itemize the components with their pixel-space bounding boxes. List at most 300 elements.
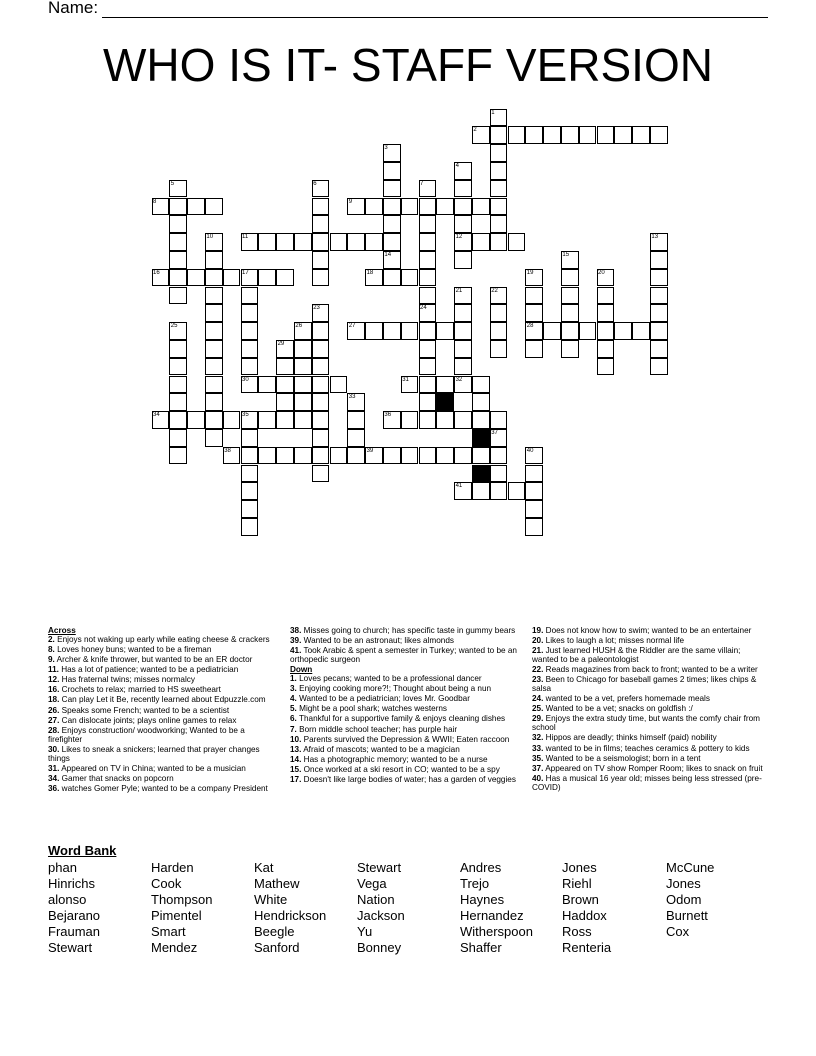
grid-cell[interactable]: [169, 269, 187, 287]
clue-text: Appeared on TV show Romper Room; likes to snack on fruit: [543, 763, 763, 773]
grid-cell[interactable]: [419, 393, 437, 411]
grid-cell[interactable]: [258, 376, 276, 394]
grid-cell[interactable]: [454, 198, 472, 216]
grid-cell[interactable]: [169, 215, 187, 233]
clue-item: [290, 756, 522, 765]
grid-cell[interactable]: [169, 376, 187, 394]
clue-number-label: 29.: [532, 714, 544, 724]
grid-cell[interactable]: [241, 482, 259, 500]
grid-cell[interactable]: [347, 411, 365, 429]
grid-cell[interactable]: [419, 215, 437, 233]
grid-cell[interactable]: [454, 447, 472, 465]
grid-cell[interactable]: [419, 251, 437, 269]
grid-cell[interactable]: [401, 322, 419, 340]
clue-text: Wanted to be a vet; snacks on goldfish :/: [543, 704, 693, 714]
clue-number: 4: [455, 162, 459, 169]
clue-number: 13: [651, 234, 659, 241]
grid-cell[interactable]: [454, 304, 472, 322]
grid-cell[interactable]: [365, 198, 383, 216]
grid-cell[interactable]: [561, 340, 579, 358]
grid-cell[interactable]: [472, 198, 490, 216]
clue-text: Has a musical 16 year old; misses being less stressed (pre-COVID): [532, 773, 762, 792]
grid-cell[interactable]: [241, 429, 259, 447]
clue-number-label: 37.: [532, 763, 544, 773]
clue-number-label: 14.: [290, 754, 302, 764]
grid-cell[interactable]: [312, 322, 330, 340]
word-bank-word: Riehl: [562, 876, 592, 891]
word-bank-word: Hendrickson: [254, 908, 327, 923]
grid-cell[interactable]: [241, 340, 259, 358]
word-bank-word: Jones: [562, 860, 597, 875]
word-bank-word: Witherspoon: [460, 924, 533, 939]
grid-cell[interactable]: [187, 411, 205, 429]
grid-cell[interactable]: [436, 322, 454, 340]
clue-number: 3: [384, 145, 388, 152]
grid-cell[interactable]: [525, 126, 543, 144]
clue-text: Speaks some French; wanted to be a scientist: [59, 705, 230, 715]
grid-cell[interactable]: [347, 447, 365, 465]
grid-cell[interactable]: [490, 304, 508, 322]
grid-cell[interactable]: [258, 269, 276, 287]
grid-cell[interactable]: [419, 411, 437, 429]
grid-cell[interactable]: [258, 411, 276, 429]
grid-cell[interactable]: [597, 340, 615, 358]
grid-cell[interactable]: [419, 269, 437, 287]
grid-cell[interactable]: [187, 198, 205, 216]
word-bank-word: Cook: [151, 876, 182, 891]
grid-cell[interactable]: [169, 429, 187, 447]
clue-number: 10: [206, 234, 214, 241]
clue-number-label: 31.: [48, 763, 60, 773]
grid-cell[interactable]: [561, 304, 579, 322]
grid-cell[interactable]: [419, 340, 437, 358]
clue-number: 24: [420, 305, 427, 312]
word-bank-word: Mendez: [151, 940, 198, 955]
grid-cell[interactable]: [276, 269, 294, 287]
grid-cell[interactable]: [312, 411, 330, 429]
clue-text: Wanted to be an astronaut; likes almonds: [301, 636, 455, 646]
grid-cell[interactable]: [650, 126, 668, 144]
word-bank-column: [151, 860, 212, 956]
clue-number: 2: [473, 127, 477, 134]
grid-cell[interactable]: [454, 411, 472, 429]
grid-cell[interactable]: [205, 393, 223, 411]
grid-cell[interactable]: [419, 233, 437, 251]
grid-cell[interactable]: [312, 215, 330, 233]
grid-cell[interactable]: [650, 251, 668, 269]
clue-number: 15: [562, 251, 570, 258]
grid-cell[interactable]: [579, 322, 597, 340]
grid-cell[interactable]: [597, 287, 615, 305]
clue-item: [290, 685, 522, 694]
grid-cell[interactable]: [223, 411, 241, 429]
grid-cell[interactable]: [383, 215, 401, 233]
clue-item: [532, 627, 764, 636]
clue-number-label: 21.: [532, 646, 544, 656]
clue-number-label: 12.: [48, 675, 60, 685]
grid-cell[interactable]: [294, 411, 312, 429]
clue-text: Has a photographic memory; wanted to be a nurse: [301, 754, 488, 764]
grid-cell[interactable]: [276, 358, 294, 376]
clue-text: Can play Let it Be, recently learned about Edpuzzle.com: [59, 695, 266, 705]
grid-cell[interactable]: [472, 447, 490, 465]
grid-cell[interactable]: [365, 233, 383, 251]
across-clue-list-continued: [290, 627, 522, 665]
grid-cell[interactable]: [472, 429, 490, 447]
grid-cell[interactable]: [241, 447, 259, 465]
clue-text: Has fraternal twins; misses normalcy: [59, 675, 195, 685]
grid-cell[interactable]: [169, 251, 187, 269]
grid-cell[interactable]: [454, 358, 472, 376]
down-clue-list: [290, 675, 522, 785]
grid-cell[interactable]: [169, 358, 187, 376]
grid-cell[interactable]: [490, 411, 508, 429]
clue-item: [48, 696, 280, 705]
grid-cell[interactable]: [419, 376, 437, 394]
grid-cell[interactable]: [490, 144, 508, 162]
grid-cell[interactable]: [205, 340, 223, 358]
grid-cell[interactable]: [490, 215, 508, 233]
grid-cell[interactable]: [419, 287, 437, 305]
grid-cell[interactable]: [169, 447, 187, 465]
grid-cell[interactable]: [294, 358, 312, 376]
grid-cell[interactable]: [169, 411, 187, 429]
grid-block: [436, 393, 454, 411]
clue-item: [48, 646, 280, 655]
word-bank-word: Yu: [357, 924, 373, 939]
grid-cell[interactable]: [205, 322, 223, 340]
clue-item: [290, 776, 522, 785]
grid-cell[interactable]: [490, 233, 508, 251]
grid-cell[interactable]: [490, 465, 508, 483]
clue-item: [48, 785, 280, 794]
grid-cell[interactable]: [472, 411, 490, 429]
clue-number-label: 7.: [290, 724, 297, 734]
grid-cell[interactable]: [454, 340, 472, 358]
clue-number-label: 15.: [290, 764, 302, 774]
grid-cell[interactable]: [561, 269, 579, 287]
clue-number-label: 10.: [290, 734, 302, 744]
grid-cell[interactable]: [276, 233, 294, 251]
clue-text: watches Gomer Pyle; wanted to be a company President: [59, 783, 268, 793]
grid-cell[interactable]: [632, 126, 650, 144]
grid-cell[interactable]: [312, 376, 330, 394]
clue-item: [290, 766, 522, 775]
grid-cell[interactable]: [525, 500, 543, 518]
clue-number: 27: [348, 323, 356, 330]
grid-cell[interactable]: [205, 411, 223, 429]
grid-cell[interactable]: [383, 162, 401, 180]
grid-cell[interactable]: [401, 411, 419, 429]
grid-cell[interactable]: [454, 215, 472, 233]
grid-cell[interactable]: [312, 198, 330, 216]
word-bank-column: [254, 860, 326, 956]
grid-cell[interactable]: [169, 287, 187, 305]
grid-cell[interactable]: [312, 269, 330, 287]
grid-cell[interactable]: [187, 269, 205, 287]
clue-number-label: 8.: [48, 645, 55, 654]
grid-cell[interactable]: [169, 198, 187, 216]
grid-cell[interactable]: [241, 465, 259, 483]
name-label: Name:: [48, 0, 99, 17]
clue-number-label: 26.: [48, 705, 60, 715]
word-bank: [48, 843, 768, 955]
grid-cell[interactable]: [241, 500, 259, 518]
grid-cell[interactable]: [454, 180, 472, 198]
grid-cell[interactable]: [312, 251, 330, 269]
clue-number-label: 33.: [532, 743, 544, 753]
grid-cell[interactable]: [419, 358, 437, 376]
grid-cell[interactable]: [436, 447, 454, 465]
grid-cell[interactable]: [294, 340, 312, 358]
clue-number: 23: [313, 305, 320, 312]
grid-cell[interactable]: [330, 233, 348, 251]
grid-cell[interactable]: [294, 447, 312, 465]
grid-cell[interactable]: [436, 411, 454, 429]
grid-cell[interactable]: [312, 465, 330, 483]
clue-text: Enjoying cooking more?!; Thought about being a nun: [296, 684, 492, 694]
grid-cell[interactable]: [294, 393, 312, 411]
clue-item: [48, 717, 280, 726]
grid-cell[interactable]: [650, 269, 668, 287]
word-bank-word: Burnett: [666, 908, 708, 923]
clue-text: wanted to be a vet, prefers homemade meals: [543, 694, 710, 704]
clue-number: 34: [153, 412, 160, 419]
clue-item: [532, 734, 764, 743]
grid-cell[interactable]: [205, 429, 223, 447]
grid-cell[interactable]: [383, 198, 401, 216]
clue-text: Once worked at a ski resort in CO; wanted to be a spy: [301, 764, 500, 774]
clue-text: wanted to be in films; teaches ceramics & pottery to kids: [543, 743, 750, 753]
clue-text: Likes to sneak a snickers; learned that prayer changes things: [48, 744, 260, 763]
grid-cell[interactable]: [650, 304, 668, 322]
grid-cell[interactable]: [365, 322, 383, 340]
clue-number: 35: [242, 412, 249, 419]
grid-cell[interactable]: [312, 429, 330, 447]
grid-cell[interactable]: [312, 340, 330, 358]
grid-cell[interactable]: [490, 340, 508, 358]
grid-cell[interactable]: [169, 233, 187, 251]
grid-cell[interactable]: [205, 358, 223, 376]
across-heading: Across: [48, 626, 76, 635]
grid-cell[interactable]: [650, 322, 668, 340]
grid-cell[interactable]: [312, 393, 330, 411]
grid-cell[interactable]: [312, 447, 330, 465]
clue-number: 7: [420, 180, 424, 187]
grid-cell[interactable]: [294, 376, 312, 394]
grid-cell[interactable]: [597, 304, 615, 322]
grid-cell[interactable]: [205, 198, 223, 216]
grid-cell[interactable]: [650, 287, 668, 305]
grid-cell[interactable]: [205, 287, 223, 305]
grid-cell[interactable]: [436, 376, 454, 394]
grid-cell[interactable]: [205, 251, 223, 269]
grid-cell[interactable]: [525, 287, 543, 305]
clue-text: Been to Chicago for baseball games 2 times; likes chips & salsa: [532, 675, 757, 694]
grid-cell[interactable]: [347, 233, 365, 251]
grid-cell[interactable]: [490, 180, 508, 198]
word-bank-word: Sanford: [254, 940, 300, 955]
grid-cell[interactable]: [650, 358, 668, 376]
clue-number: 41: [455, 483, 463, 490]
clue-number-label: 13.: [290, 744, 302, 754]
grid-cell[interactable]: [508, 126, 526, 144]
clue-item: [290, 675, 522, 684]
clue-item: [48, 666, 280, 675]
grid-cell[interactable]: [276, 411, 294, 429]
clue-text: Took Arabic & spent a semester in Turkey; wanted to be an orthopedic surgeon: [290, 646, 517, 665]
grid-cell[interactable]: [525, 518, 543, 536]
grid-cell[interactable]: [525, 340, 543, 358]
clue-text: Parents survived the Depression & WWII; Eaten raccoon: [301, 734, 510, 744]
grid-cell[interactable]: [561, 287, 579, 305]
clue-number-label: 18.: [48, 695, 60, 705]
grid-cell[interactable]: [597, 322, 615, 340]
grid-cell[interactable]: [347, 429, 365, 447]
clue-text: Wanted to be a seismologist; born in a tent: [543, 753, 701, 763]
clue-text: Doesn't like large bodies of water; has a garden of veggies: [301, 775, 516, 785]
clue-text: Can dislocate joints; plays online games to relax: [59, 715, 237, 725]
grid-cell[interactable]: [490, 126, 508, 144]
grid-cell[interactable]: [241, 287, 259, 305]
word-bank-word: Ross: [562, 924, 592, 939]
word-bank-word: Thompson: [151, 892, 213, 907]
clue-item: [532, 765, 764, 774]
clue-item: [532, 637, 764, 646]
clue-number: 11: [242, 234, 249, 241]
grid-cell[interactable]: [561, 126, 579, 144]
grid-cell[interactable]: [419, 198, 437, 216]
clue-number-label: 16.: [48, 685, 60, 695]
grid-cell[interactable]: [472, 376, 490, 394]
word-bank-word: Shaffer: [460, 940, 502, 955]
grid-cell[interactable]: [614, 322, 632, 340]
grid-cell[interactable]: [276, 447, 294, 465]
word-bank-column: [460, 860, 533, 956]
grid-cell[interactable]: [490, 322, 508, 340]
clue-number: 36: [384, 412, 392, 419]
grid-cell[interactable]: [383, 233, 401, 251]
grid-cell[interactable]: [241, 322, 259, 340]
down-clue-list-continued: [532, 627, 764, 793]
clue-item: [48, 775, 280, 784]
clue-number-label: 24.: [532, 694, 544, 704]
word-bank-word: Andres: [460, 860, 502, 875]
grid-cell[interactable]: [383, 180, 401, 198]
grid-cell[interactable]: [205, 269, 223, 287]
grid-cell[interactable]: [436, 198, 454, 216]
grid-cell[interactable]: [258, 447, 276, 465]
grid-cell[interactable]: [276, 393, 294, 411]
clue-item: [48, 656, 280, 665]
grid-cell[interactable]: [294, 233, 312, 251]
clue-text: Crochets to relax; married to HS sweetheart: [59, 685, 221, 695]
clue-number: 9: [348, 198, 353, 205]
word-bank-word: Stewart: [357, 860, 402, 875]
word-bank-word: Jackson: [357, 908, 405, 923]
grid-cell[interactable]: [597, 126, 615, 144]
word-bank-word: Jones: [666, 876, 701, 891]
clue-number-label: 27.: [48, 715, 60, 725]
grid-cell[interactable]: [543, 322, 561, 340]
grid-cell[interactable]: [401, 269, 419, 287]
clue-item: [48, 746, 280, 764]
clue-item: [532, 647, 764, 665]
word-bank-word: Stewart: [48, 940, 93, 955]
grid-cell[interactable]: [223, 269, 241, 287]
grid-cell[interactable]: [258, 233, 276, 251]
grid-cell[interactable]: [525, 304, 543, 322]
grid-cell[interactable]: [454, 322, 472, 340]
clue-item: [48, 707, 280, 716]
grid-cell[interactable]: [383, 322, 401, 340]
clue-text: Archer & knife thrower, but wanted to be an ER doctor: [54, 655, 253, 665]
grid-cell[interactable]: [330, 447, 348, 465]
clue-number-label: 34.: [48, 773, 60, 783]
grid-cell[interactable]: [205, 376, 223, 394]
grid-cell[interactable]: [205, 304, 223, 322]
grid-cell[interactable]: [330, 376, 348, 394]
grid-cell[interactable]: [490, 482, 508, 500]
grid-cell[interactable]: [312, 358, 330, 376]
clue-text: Thankful for a supportive family & enjoys cleaning dishes: [296, 714, 506, 724]
grid-cell[interactable]: [525, 465, 543, 483]
grid-cell[interactable]: [169, 340, 187, 358]
word-bank-word: Renteria: [562, 940, 612, 955]
grid-cell[interactable]: [579, 126, 597, 144]
clue-number: 12: [455, 234, 463, 241]
grid-cell[interactable]: [169, 393, 187, 411]
grid-cell[interactable]: [525, 482, 543, 500]
grid-cell[interactable]: [650, 340, 668, 358]
grid-cell[interactable]: [241, 304, 259, 322]
grid-cell[interactable]: [454, 251, 472, 269]
grid-cell[interactable]: [401, 198, 419, 216]
grid-cell[interactable]: [401, 447, 419, 465]
grid-cell[interactable]: [632, 322, 650, 340]
grid-cell[interactable]: [508, 233, 526, 251]
grid-cell[interactable]: [490, 198, 508, 216]
grid-cell[interactable]: [614, 126, 632, 144]
grid-cell[interactable]: [383, 447, 401, 465]
grid-cell[interactable]: [508, 482, 526, 500]
grid-cell[interactable]: [312, 233, 330, 251]
clue-number: 39: [366, 447, 374, 454]
grid-cell[interactable]: [276, 376, 294, 394]
grid-cell[interactable]: [561, 322, 579, 340]
word-bank-word: Hernandez: [460, 908, 524, 923]
clue-text: Enjoys construction/ woodworking; Wanted to be a firefighter: [48, 725, 245, 744]
grid-cell[interactable]: [472, 233, 490, 251]
grid-cell[interactable]: [597, 358, 615, 376]
grid-cell[interactable]: [419, 322, 437, 340]
clue-text: Born middle school teacher; has purple hair: [296, 724, 458, 734]
grid-cell[interactable]: [490, 447, 508, 465]
grid-cell[interactable]: [241, 358, 259, 376]
clue-number-label: 32.: [532, 733, 544, 743]
clue-number: 32: [455, 376, 463, 383]
clue-number-label: 11.: [48, 665, 59, 675]
clue-item: [290, 746, 522, 755]
grid-cell[interactable]: [543, 126, 561, 144]
grid-cell[interactable]: [383, 269, 401, 287]
grid-cell[interactable]: [472, 482, 490, 500]
grid-cell[interactable]: [490, 162, 508, 180]
grid-cell[interactable]: [419, 447, 437, 465]
clue-item: [290, 736, 522, 745]
grid-cell[interactable]: [472, 393, 490, 411]
grid-cell[interactable]: [241, 518, 259, 536]
